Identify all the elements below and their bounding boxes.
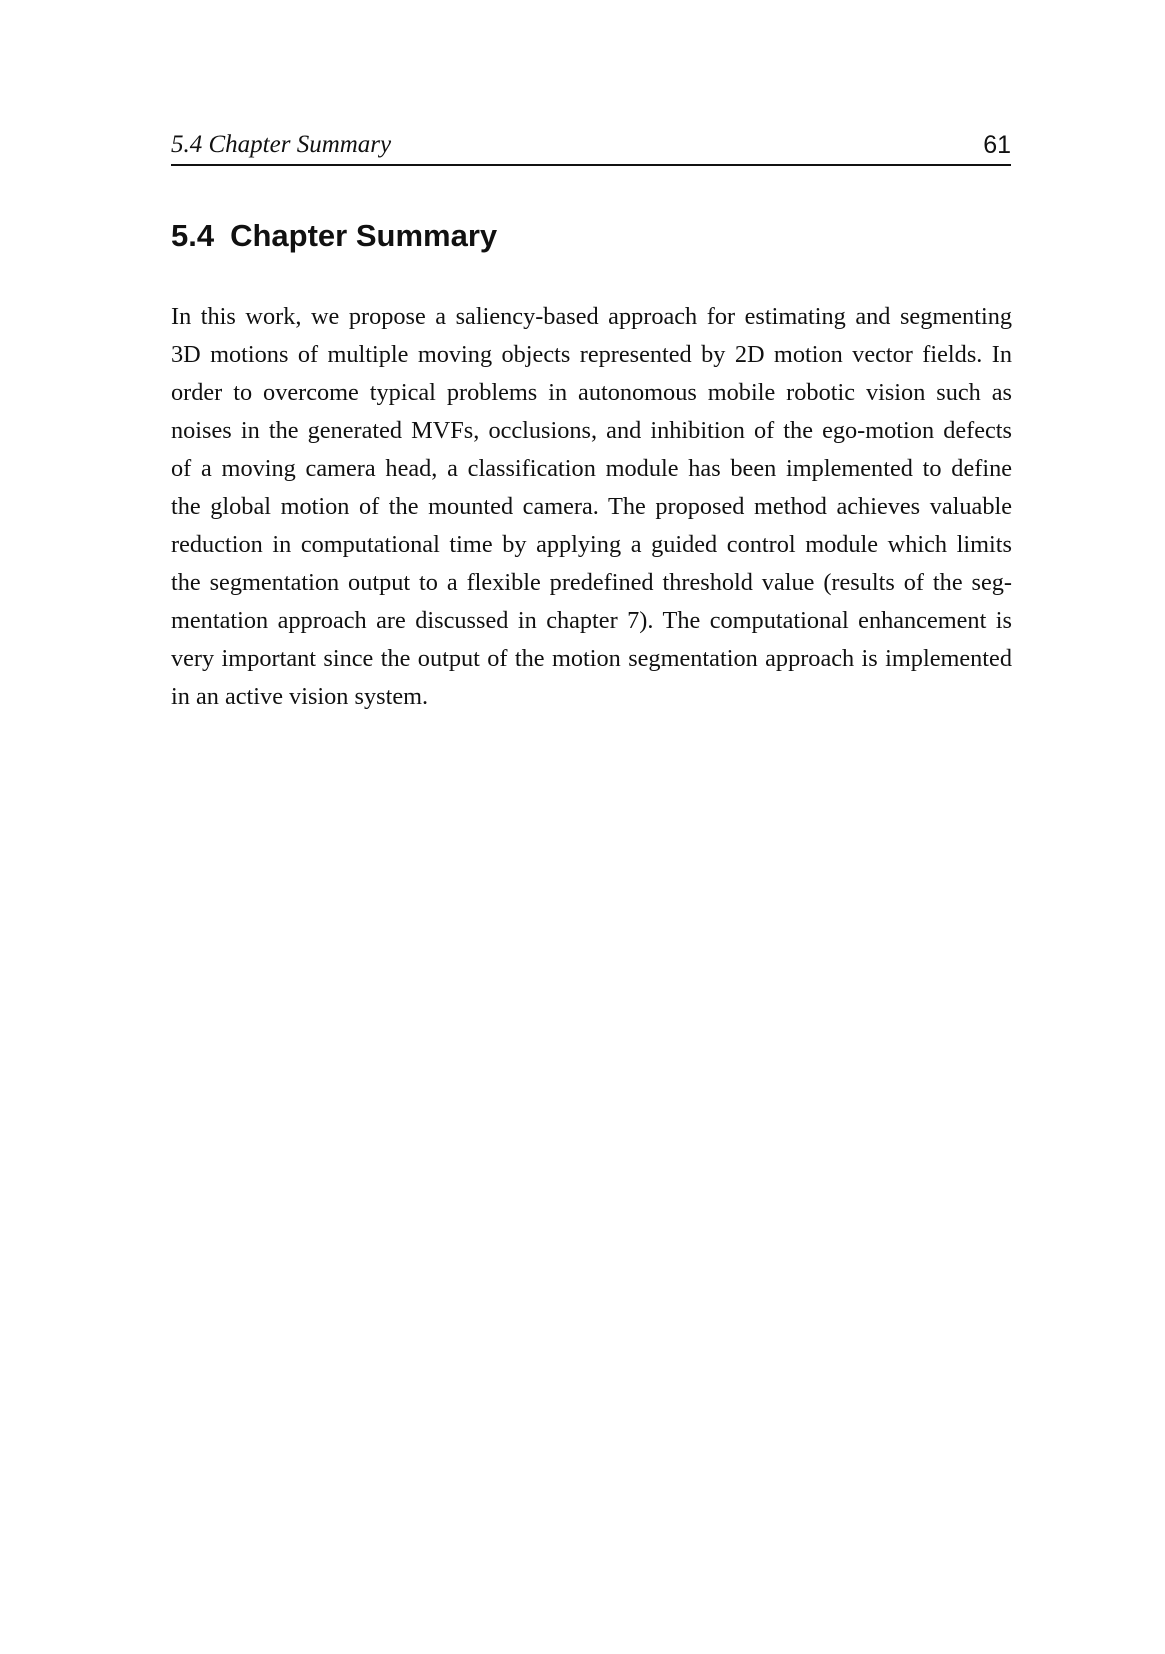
section-title: Chapter Summary [230, 218, 498, 253]
paragraph-line: noises in the generated MVFs, occlusions, and inhibition of the ego-motion defects [171, 417, 1012, 444]
chapter-summary-paragraph [171, 298, 1012, 716]
paragraph-line: of a moving camera head, a classification module has been implemented to define [171, 455, 1012, 482]
paragraph-line: In this work, we propose a saliency-based approach for estimating and segmenting [171, 303, 1012, 330]
section-number: 5.4 [171, 218, 215, 253]
paragraph-line: reduction in computational time by applying a guided control module which limits [171, 531, 1012, 558]
paragraph-line: mentation approach are discussed in chapter 7). The computational enhancement is [171, 607, 1012, 634]
paragraph-line: order to overcome typical problems in autonomous mobile robotic vision such as [171, 379, 1012, 406]
paragraph-line: very important since the output of the motion segmentation approach is implemented [171, 645, 1012, 672]
paragraph-line: 3D motions of multiple moving objects represented by 2D motion vector fields. In [171, 341, 1012, 368]
page-number: 61 [983, 131, 1011, 159]
paragraph-line: the global motion of the mounted camera. The proposed method achieves valuable [171, 493, 1012, 520]
paragraph-line: in an active vision system. [171, 683, 429, 710]
paragraph-line: the segmentation output to a flexible predefined threshold value (results of the seg- [171, 569, 1012, 596]
running-header-title: 5.4 Chapter Summary [171, 131, 392, 158]
running-header [171, 128, 1011, 166]
section-heading [171, 216, 497, 256]
